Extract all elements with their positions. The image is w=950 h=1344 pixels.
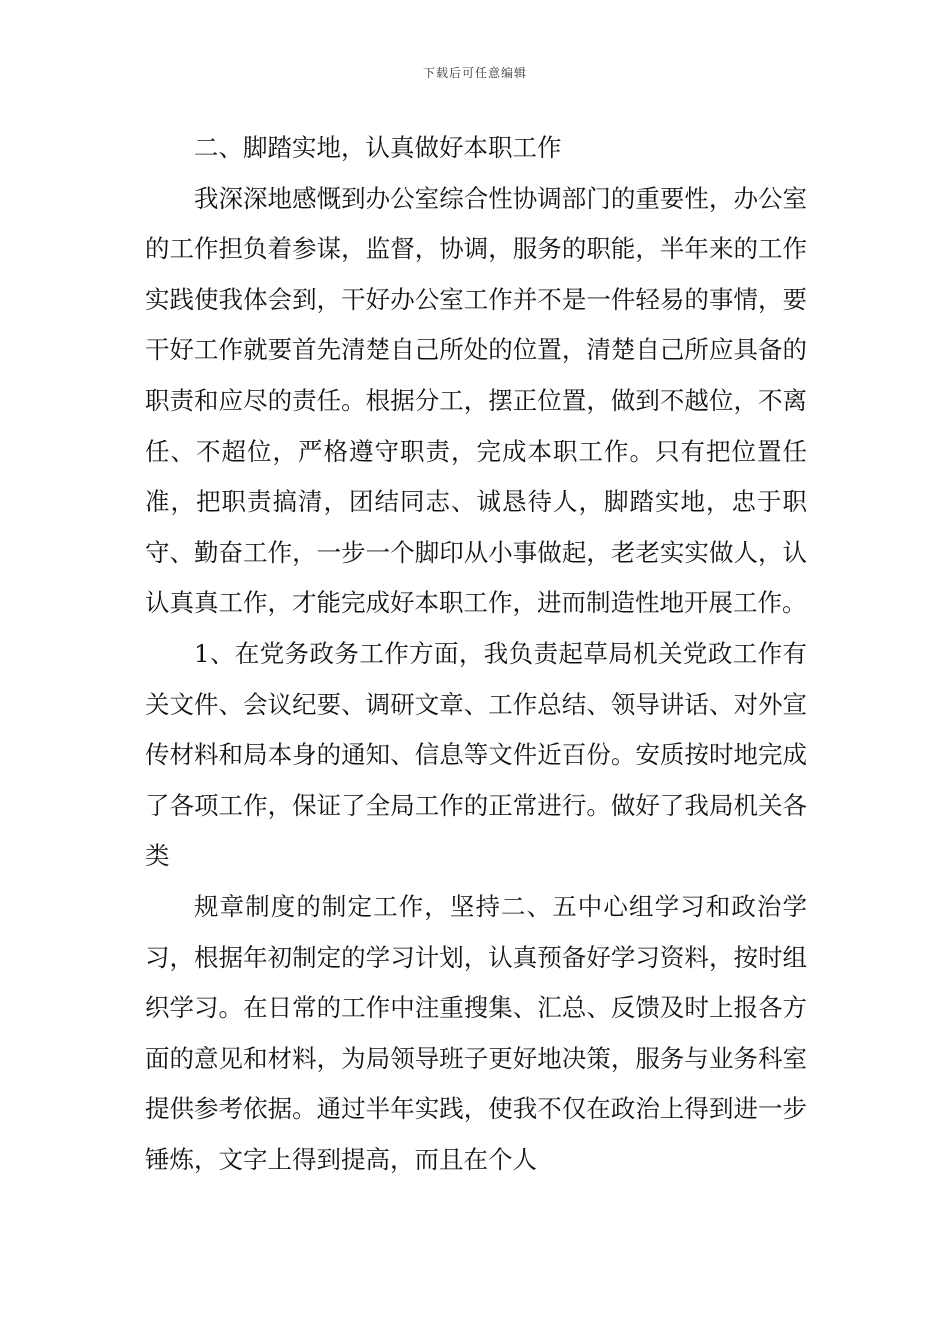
document-body [145, 123, 807, 1185]
paragraph-1: 我深深地感慨到办公室综合性协调部门的重要性，办公室的工作担负着参谋，监督，协调，服务的职能，半年来的工作实践使我体会到，干好办公室工作并不是一件轻易的事情，要干好工作就要首先清楚自己所处的位置，清楚自己所应具备的职责和应尽的责任。根据分工，摆正位置，做到不越位，不离任、不超位，严格遵守职责，完成本职工作。只有把位置任准，把职责搞清，团结同志、诚恳待人，脚踏实地，忠于职守、勤奋工作，一步一个脚印从小事做起，老老实实做人，认认真真工作，才能完成好本职工作，进而制造性地开展工作。 [145, 183, 807, 618]
section-heading: 二、脚踏实地，认真做好本职工作 [194, 133, 562, 162]
paragraph-2: 1、在党务政务工作方面，我负责起草局机关党政工作有关文件、会议纪要、调研文章、工作总结、领导讲话、对外宣传材料和局本身的通知、信息等文件近百份。安质按时地完成了各项工作，保证了全局工作的正常进行。做好了我局机关各类 [145, 638, 807, 871]
page-header: 下载后可任意编辑 [422, 66, 527, 80]
paragraph-3: 规章制度的制定工作，坚持二、五中心组学习和政治学习，根据年初制定的学习计划，认真预备好学习资料，按时组织学习。在日常的工作中注重搜集、汇总、反馈及时上报各方面的意见和材料，为局领导班子更好地决策，服务与业务科室提供参考依据。通过半年实践，使我不仅在政治上得到进一步锤炼，文字上得到提高，而且在个人 [145, 891, 807, 1174]
